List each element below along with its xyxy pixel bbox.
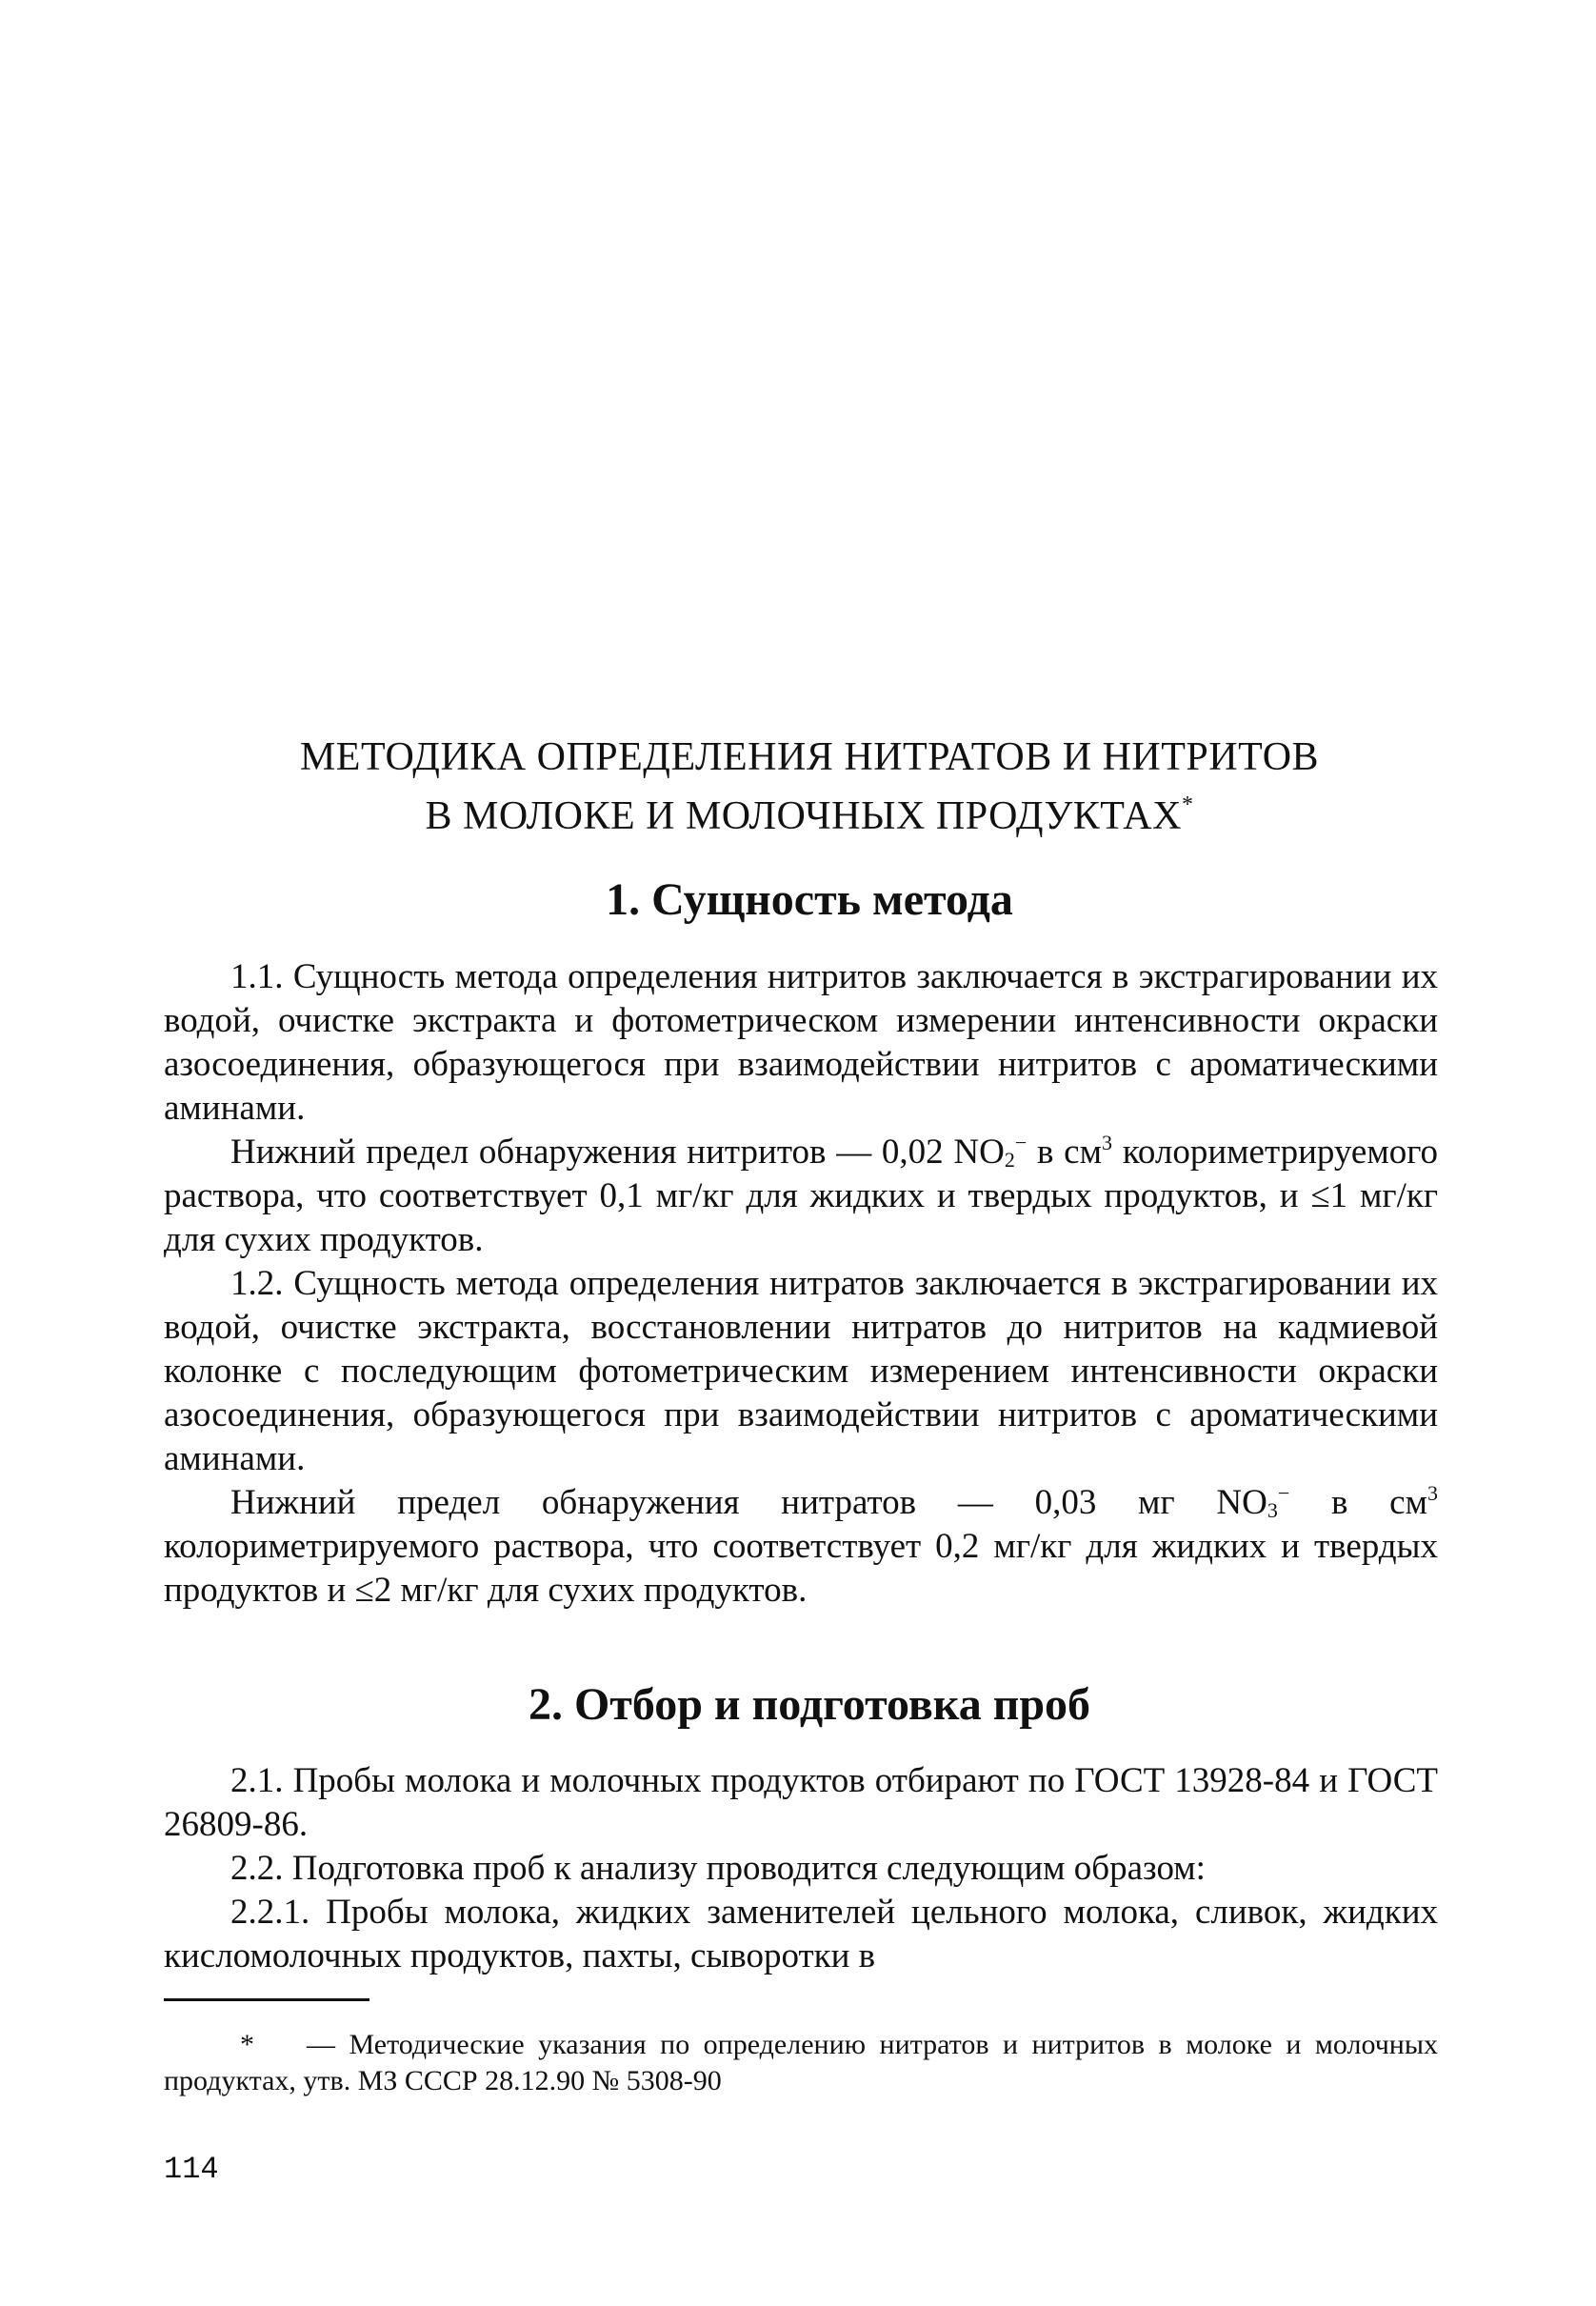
section-1-body: [164, 955, 1438, 1613]
footnote-marker: *: [240, 2029, 254, 2060]
section-2-body: [164, 1759, 1438, 1978]
nitrite-limit-unit: в см: [1027, 1133, 1103, 1172]
title-line-2: [162, 781, 1457, 840]
page-number: 114: [164, 2152, 219, 2187]
section-2-heading: 2. Отбор и подготовка проб: [528, 1679, 1091, 1730]
nitrite-limit-text-end: колориметрируемого раствора, что соответствует 0,1 мг/кг для жидких и твердых продуктов, и ≤1 мг/кг для сухих продуктов.: [164, 1133, 1439, 1259]
nitrite-ion-charge: −: [1014, 1131, 1027, 1154]
nitrite-formula-subscript: 2: [1004, 1148, 1015, 1172]
paragraph-2-1: 2.1. Пробы молока и молочных продуктов отбирают по ГОСТ 13928-84 и ГОСТ 26809-86.: [164, 1761, 1438, 1844]
title-footnote-mark: *: [1181, 792, 1194, 817]
nitrate-limit-unit: в см: [1289, 1483, 1428, 1522]
footnote: [164, 2027, 1438, 2099]
paragraph-1-1: 1.1. Сущность метода определения нитритов заключается в экстрагировании их водой, очистке экстракта и фотометрическом измерении интенсивности окраски азосоединения, образующегося при взаимодействии нитритов с ароматическими аминами.: [164, 957, 1438, 1128]
paragraph-nitrate-limit: [164, 1481, 1438, 1613]
paragraph-2-2-1: 2.2.1. Пробы молока, жидких заменителей цельного молока, сливок, жидких кисломолочных продуктов, пахты, сыворотки в: [164, 1893, 1438, 1975]
title-line-2-text: В МОЛОКЕ И МОЛОЧНЫХ ПРОДУКТАХ: [425, 794, 1182, 838]
title-line-1: МЕТОДИКА ОПРЕДЕЛЕНИЯ НИТРАТОВ И НИТРИТОВ: [299, 735, 1320, 779]
nitrate-limit-text-end: колориметрируемого раствора, что соответствует 0,2 мг/кг для жидких и твердых продуктов и ≤2 мг/кг для сухих продуктов.: [164, 1527, 1438, 1610]
nitrate-formula-subscript: 3: [1267, 1498, 1278, 1522]
nitrate-limit-text-start: Нижний предел обнаружения нитратов — 0,03 мг NO: [230, 1483, 1267, 1522]
paragraph-1-2: 1.2. Сущность метода определения нитратов заключается в экстрагировании их водой, очистке экстракта, восстановлении нитратов до нитритов на кадмиевой колонке с последующим фотометрическим измерением интенсивности окраски азосоединения, образующегося при взаимодействии нитритов с ароматическими аминами.: [164, 1264, 1438, 1478]
nitrite-unit-exponent: 3: [1102, 1131, 1113, 1154]
document-title: [162, 733, 1457, 840]
nitrite-limit-text-start: Нижний предел обнаружения нитритов — 0,02 NO: [230, 1133, 1005, 1172]
paragraph-nitrite-limit: [164, 1131, 1438, 1262]
footnote-divider: [164, 1998, 369, 2001]
footnote-text: — Методические указания по определению нитратов и нитритов в молоке и молочных продуктах, утв. МЗ СССР 28.12.90 № 5308-90: [164, 2029, 1438, 2096]
nitrate-unit-exponent: 3: [1427, 1481, 1439, 1505]
nitrate-ion-charge: −: [1277, 1481, 1290, 1505]
section-1-heading: 1. Сущность метода: [606, 874, 1013, 925]
paragraph-2-2: 2.2. Подготовка проб к анализу проводится следующим образом:: [230, 1849, 1206, 1888]
